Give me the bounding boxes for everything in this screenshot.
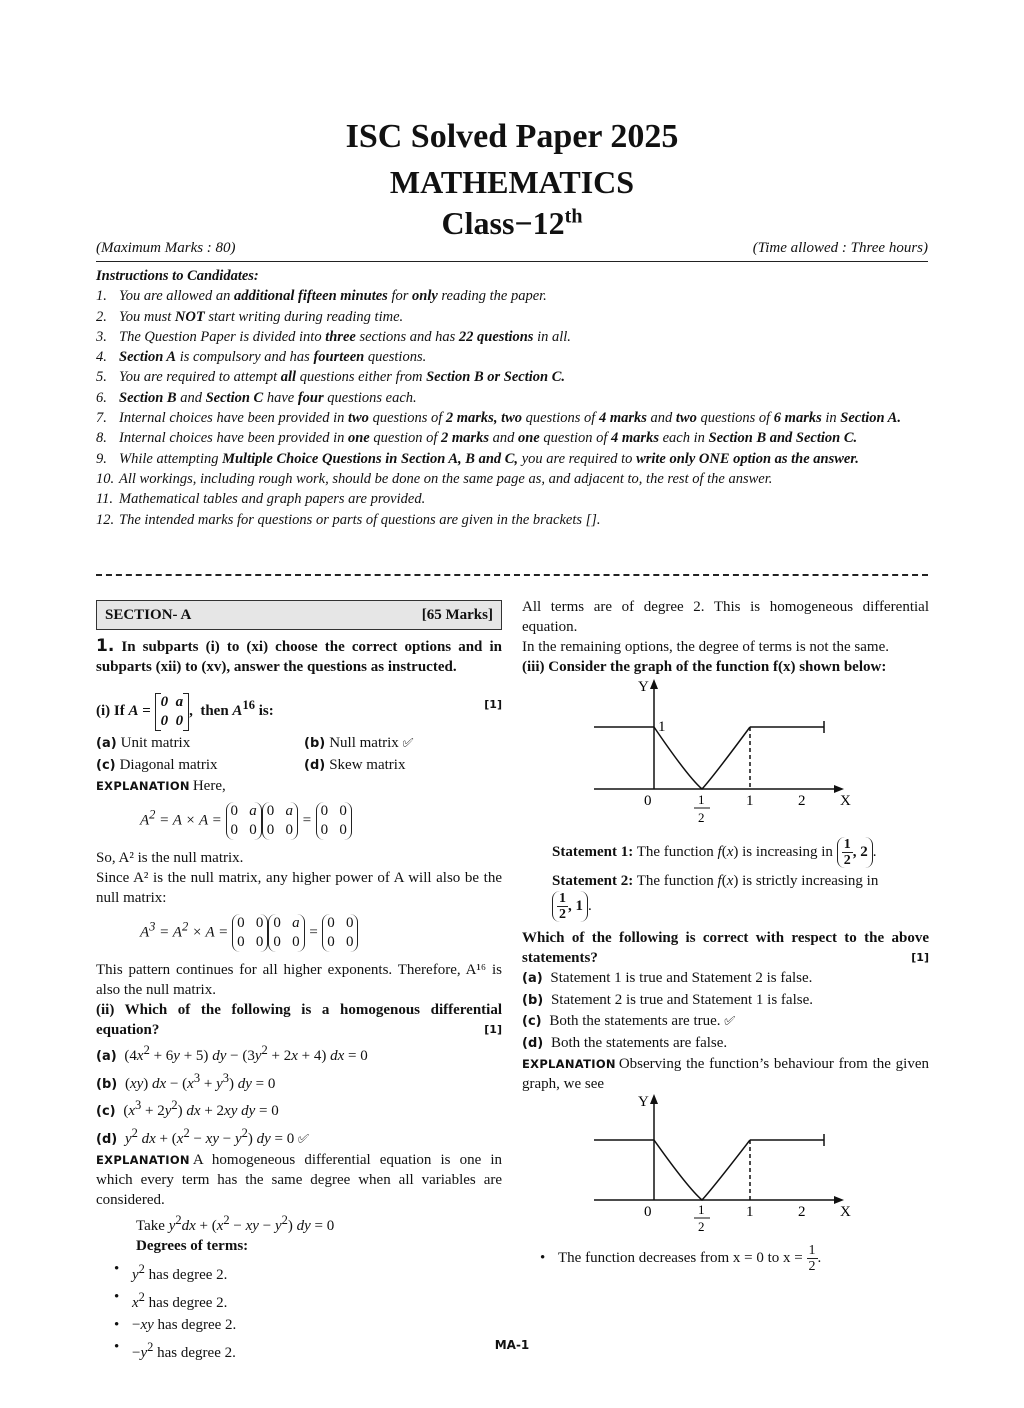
q2-option-a: (a) $(4x^2 + 6y + 5)$ dy − $(3y^2 + 2x + 4)$ dx = 0 xyxy=(96,1043,368,1064)
function-graph-1 xyxy=(588,677,851,827)
x-tick-1: 1 xyxy=(746,1204,754,1220)
section-name: SECTION- A xyxy=(105,607,192,623)
q2-explanation: EXPLANATION A homogeneous differential equation is one in which every term has the same degree when all variables are considered. xyxy=(96,1152,502,1208)
instruction-item: 3. The Question Paper is divided into three sections and has 22 questions in all. xyxy=(96,328,571,345)
instructions xyxy=(96,266,928,530)
y-tick-1: 1 xyxy=(658,719,666,735)
dashed-divider xyxy=(96,574,928,576)
instruction-item: 12. The intended marks for questions or parts of questions are given in the brackets []. xyxy=(96,511,601,528)
q1-options xyxy=(96,733,502,776)
take-eq: Take $y^2dx + (x^2$ − xy − $y^2$) dy = 0 xyxy=(136,1213,335,1234)
q3-option-a: (a) Statement 1 is true and Statement 2 is false. xyxy=(522,970,813,986)
so-null-text: So, A² is the null matrix. xyxy=(96,850,244,866)
q2-options xyxy=(96,1040,502,1150)
x-arrow-icon xyxy=(834,785,844,793)
option-a: (a) Unit matrix xyxy=(96,735,191,751)
instructions-heading: Instructions to Candidates: xyxy=(96,268,259,284)
instruction-item: 9. While attempting Multiple Choice Questions in Section A, B and C, you are required to write only ONE option as the answer. xyxy=(96,450,859,467)
q3-option-c: (c) Both the statements are true. ✅︎ xyxy=(522,1013,736,1029)
statement-2: Statement 2: The function f(x) is strictly increasing in $\frac{1}{2}$ , 1 . xyxy=(552,873,879,922)
instruction-item: 7. Internal choices have been provided in two questions of 2 marks, two questions of 4 marks and two questions of 6 marks in Section A. xyxy=(96,410,901,427)
instruction-item: 8. Internal choices have been provided in one question of 2 marks and one question of 4 marks each in Section B and Section C. xyxy=(96,430,858,447)
instruction-item: 10. All workings, including rough work, should be done on the same page as, and adjacent to, the rest of the answer. xyxy=(96,470,773,487)
q3-question: Which of the following is correct with respect to the above statements? [1] xyxy=(522,930,929,966)
page-number: MA-1 xyxy=(494,1338,530,1352)
q3-options xyxy=(522,968,929,1054)
instructions-list xyxy=(96,286,928,530)
time-allowed: (Time allowed : Three hours) xyxy=(752,240,928,256)
x-tick-2: 2 xyxy=(798,1204,806,1220)
behaviour-list xyxy=(540,1240,929,1276)
instruction-item: 6. Section B and Section C have four questions each. xyxy=(96,389,417,406)
q3-option-b: (b) Statement 2 is true and Statement 1 is false. xyxy=(522,991,813,1008)
instruction-item: 5. You are required to attempt all questions either from Section B or Section C. xyxy=(96,369,566,386)
x-tick-0: 0 xyxy=(644,793,652,809)
half-den: 2 xyxy=(698,810,705,825)
x-tick-1: 1 xyxy=(746,793,754,809)
q2-option-b: (b) (xy) dx − $(x^3 + y^3)$ dy = 0 xyxy=(96,1070,276,1092)
since-text: Since A² is the null matrix, any higher power of A will also be the null matrix: xyxy=(96,870,502,906)
q2-text: (ii) Which of the following is a homogenous differential equation? [1] xyxy=(96,1002,502,1038)
q3-explanation: EXPLANATION Observing the function’s behaviour from the given graph, we see xyxy=(522,1056,929,1092)
half-den: 2 xyxy=(698,1219,705,1234)
instruction-item: 11. Mathematical tables and graph papers are provided. xyxy=(96,491,426,508)
section-a-header xyxy=(96,600,502,630)
list-item: • $y^2$ has degree 2. xyxy=(114,1258,502,1286)
y-axis-label: Y xyxy=(638,1094,649,1110)
y-axis-label: Y xyxy=(638,679,649,695)
check-icon: ✅︎ xyxy=(298,1131,310,1147)
q2-option-d: (d) $y^2$ dx + ($x^2$ − xy − $y^2$) dy = 0 ✅︎ xyxy=(96,1125,310,1147)
instruction-item: 4. Section A is compulsory and has fourteen questions. xyxy=(96,349,427,366)
half-num: 1 xyxy=(698,1202,705,1217)
q1-intro: 1. In subparts (i) to (xi) choose the correct options and in subparts (xii) to (xv), answer the questions as instructed. xyxy=(96,636,502,675)
option-d: (d) Skew matrix xyxy=(304,757,406,773)
q1-explanation: EXPLANATION Here, xyxy=(96,778,226,794)
x-axis-label: X xyxy=(840,1204,851,1220)
q2-option-c: (c) $(x^3 + 2y^2)$ dx + 2xy dy = 0 xyxy=(96,1098,279,1119)
list-item: • −xy has degree 2. xyxy=(114,1314,502,1336)
x-axis-label: X xyxy=(840,793,851,809)
max-marks: (Maximum Marks : 80) xyxy=(96,240,236,256)
x-arrow-icon xyxy=(834,1196,844,1204)
header-rule xyxy=(96,261,928,262)
instruction-item: 2. You must NOT start writing during reading time. xyxy=(96,308,404,325)
half-num: 1 xyxy=(698,792,705,807)
section-marks: [65 Marks] xyxy=(421,607,493,623)
y-arrow-icon xyxy=(650,679,658,689)
function-graph-2 xyxy=(588,1094,851,1234)
q1-part-i: (i) If A = 0 a 0 0 , then $A^{16}$ is: [1] xyxy=(96,693,502,729)
a-squared-eq: $A^2 = A \times A = 0$ a 0 00 a 0 0 = 0 0 0 0 xyxy=(140,802,502,840)
x-tick-0: 0 xyxy=(644,1204,652,1220)
graph-curve xyxy=(654,727,750,789)
subject-title: MATHEMATICS xyxy=(389,164,635,200)
instruction-item: 1. You are allowed an additional fifteen minutes for only reading the paper. xyxy=(96,288,547,305)
list-item: • The function decreases from x = 0 to x = $\frac{1}{2}$ . xyxy=(540,1240,929,1276)
q3-text: (iii) Consider the graph of the function f(x) shown below: xyxy=(522,659,887,675)
pattern-text: This pattern continues for all higher exponents. Therefore, A¹⁶ is also the null matrix. xyxy=(96,962,502,998)
check-icon: ✅︎ xyxy=(724,1014,736,1029)
degrees-heading: Degrees of terms: xyxy=(136,1238,249,1254)
a-cubed-eq: $A^3 = A^2 \times A = 0$ 0 0 00 a 0 0 = 0 0 0 0 xyxy=(140,914,502,952)
x-tick-2: 2 xyxy=(798,793,806,809)
paper-title: ISC Solved Paper 2025 xyxy=(345,118,679,155)
left-column xyxy=(96,600,502,1364)
right-column xyxy=(522,597,929,1276)
q2-cont2: In the remaining options, the degree of terms is not the same. xyxy=(522,639,889,655)
q2-cont1: All terms are of degree 2. This is homogeneous differential equation. xyxy=(522,599,929,635)
statement-1: Statement 1: The function f(x) is increasing in $\frac{1}{2}$ , 2 . xyxy=(552,837,877,869)
option-b: (b) Null matrix ✅︎ xyxy=(304,735,414,751)
class-title: Class−12th xyxy=(441,205,583,241)
list-item: • $x^2$ has degree 2. xyxy=(114,1286,502,1314)
list-item: • $-y^2$ has degree 2. xyxy=(114,1336,502,1364)
option-c: (c) Diagonal matrix xyxy=(96,757,218,773)
q3-option-d: (d) Both the statements are false. xyxy=(522,1034,728,1051)
check-icon: ✅︎ xyxy=(402,736,414,751)
y-arrow-icon xyxy=(650,1094,658,1104)
